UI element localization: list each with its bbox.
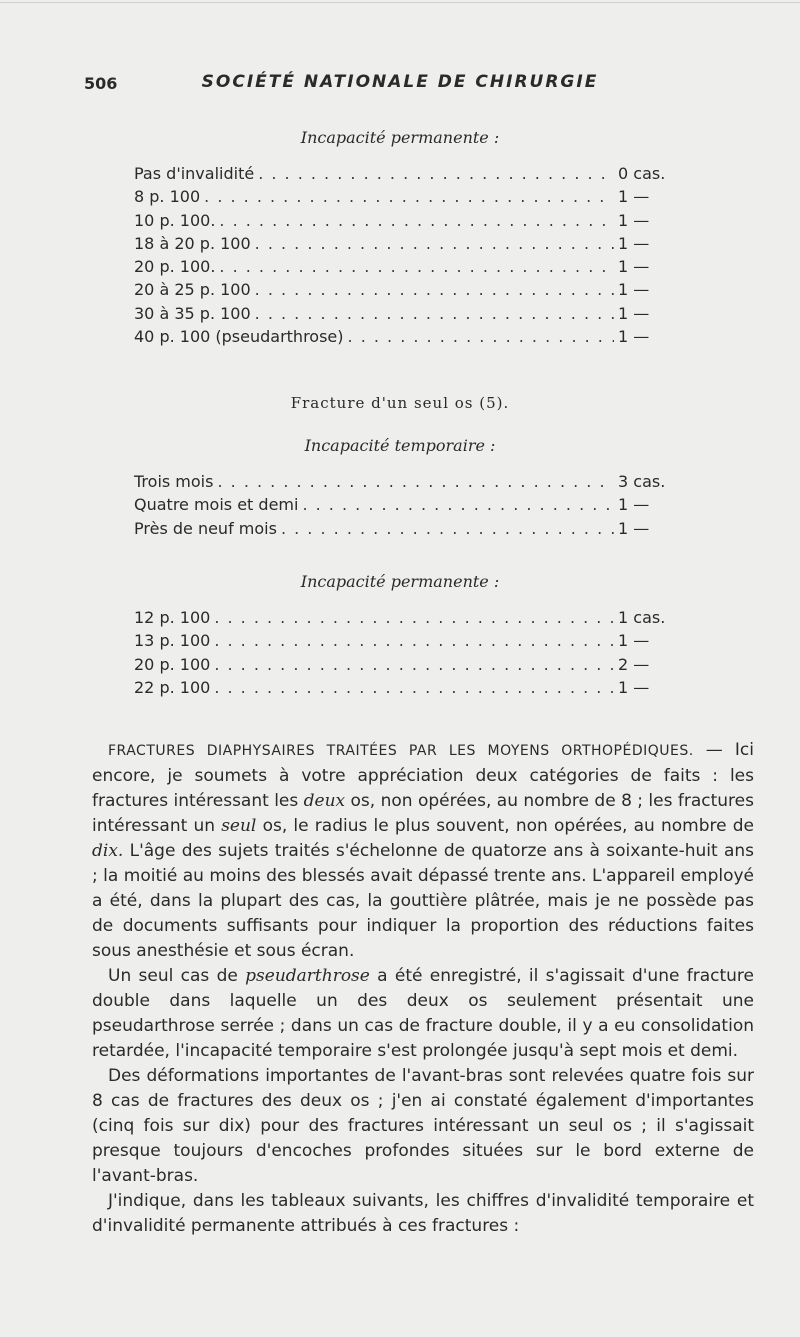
row-value: 1 — (618, 327, 650, 347)
leader-dots (215, 257, 614, 276)
row-value: 2 — (618, 654, 650, 674)
table-row (134, 608, 694, 631)
row-value: 1 — (618, 233, 650, 253)
page-edge-line (0, 2, 800, 3)
section2-subtitle: Incapacité temporaire : (304, 436, 496, 455)
row-label: 22 p. 100 (134, 677, 211, 697)
section2-heading: Fracture d'un seul os (5). (290, 394, 510, 412)
table-row (134, 631, 694, 654)
row-label: 20 p. 100. (134, 257, 216, 277)
row-value: 1 — (618, 210, 650, 230)
row-value: 3 cas. (618, 472, 666, 491)
leader-dots (251, 234, 614, 253)
table-row (134, 187, 694, 210)
text-run: os, non opérées, au nombre de 8 ; les fractures intéressant un (92, 791, 754, 836)
table-row (134, 257, 694, 280)
row-label: 30 à 35 p. 100 (134, 303, 251, 323)
section3-subtitle: Incapacité permanente : (300, 572, 500, 591)
table-row (134, 211, 694, 234)
table-row (134, 519, 694, 542)
table-row (134, 280, 694, 303)
row-value: 1 — (618, 631, 650, 651)
table-row (134, 304, 694, 327)
page-number: 506 (84, 74, 118, 93)
row-label: 20 à 25 p. 100 (134, 280, 251, 300)
leader-dots (251, 280, 614, 299)
table-row (134, 495, 694, 518)
text-run: Un seul cas de (108, 966, 246, 986)
text-run: os, le radius le plus souvent, non opérées, au nombre de (256, 816, 755, 836)
text-run: L'âge des sujets traités s'échelonne de quatorze ans à soixante-huit ans ; la moitié au moins des blessés avait dépassé trente ans. L'appareil employé a été, dans la plupart des cas, la gouttière plâtrée, mais je ne possède pas de documents suffisants pour indiquer la proportion des réductions faites sous anesthésie et sous écran. (92, 841, 754, 961)
leader-dots (200, 187, 614, 206)
leader-dots (215, 211, 614, 230)
running-title: SOCIÉTÉ NATIONALE DE CHIRURGIE (201, 72, 599, 92)
table-row (134, 655, 694, 678)
row-value: 1 — (618, 677, 650, 697)
row-value: 1 — (618, 280, 650, 300)
leader-dots (213, 472, 614, 491)
table-row (134, 234, 694, 257)
row-value: 1 cas. (618, 608, 666, 627)
leader-dots (210, 608, 614, 627)
leader-dots (210, 631, 614, 650)
paragraph (92, 964, 754, 1064)
table-row (134, 164, 694, 187)
leader-dots (254, 164, 614, 183)
row-label: 20 p. 100 (134, 654, 211, 674)
row-label: Trois mois (134, 472, 214, 491)
table-row (134, 472, 694, 495)
italic-run: seul (221, 816, 257, 836)
row-label: 8 p. 100 (134, 187, 201, 207)
row-label: 18 à 20 p. 100 (134, 233, 251, 253)
row-label: 10 p. 100. (134, 210, 216, 230)
row-label: 13 p. 100 (134, 631, 211, 651)
text-run: a été enregistré, il s'agissait d'une fracture double dans laquelle un des deux os seulement présentait une pseudarthrose serrée ; dans un cas de fracture double, il y a eu consolidation retardée, l'incapacité temporaire s'est prolongée jusqu'à sept mois et demi. (92, 966, 754, 1061)
row-label: 40 p. 100 (pseudarthrose) (134, 327, 344, 347)
table-permanent-both-bones (134, 164, 694, 350)
paragraph-heading: FRACTURES DIAPHYSAIRES TRAITÉES PAR LES MOYENS ORTHOPÉDIQUES. (108, 743, 694, 759)
leader-dots (277, 519, 614, 538)
italic-run: deux (303, 791, 346, 811)
paragraph: J'indique, dans les tableaux suivants, les chiffres d'invalidité temporaire et d'invalidité permanente attribués à ces fractures : (92, 1191, 754, 1236)
paragraph: Des déformations importantes de l'avant-bras sont relevées quatre fois sur 8 cas de fractures des deux os ; j'en ai constaté également d'importantes (cinq fois sur dix) pour des fractures intéressant un seul os ; il s'agissait presque toujours d'encoches profondes situées sur le bord externe de l'avant-bras. (92, 1066, 754, 1186)
leader-dots (210, 678, 614, 697)
leader-dots (298, 495, 614, 514)
table-temporary-single-bone (134, 472, 694, 542)
row-label: Près de neuf mois (134, 518, 277, 538)
italic-run: dix. (92, 841, 124, 861)
text-run: — Ici encore, je soumets à votre appréciation deux catégories de faits : les fractures intéressant les (92, 740, 754, 811)
row-label: Pas d'invalidité (134, 164, 255, 183)
italic-run: pseudarthrose (245, 966, 370, 986)
body-text (92, 738, 754, 1239)
section1-subtitle: Incapacité permanente : (300, 128, 500, 147)
row-value: 0 cas. (618, 164, 666, 183)
leader-dots (251, 304, 614, 323)
table-row (134, 678, 694, 701)
row-value: 1 — (618, 187, 650, 207)
leader-dots (344, 327, 614, 346)
row-label: 12 p. 100 (134, 608, 211, 627)
leader-dots (210, 655, 614, 674)
table-row (134, 327, 694, 350)
table-permanent-single-bone (134, 608, 694, 701)
row-value: 1 — (618, 495, 650, 515)
paragraph (92, 738, 754, 964)
row-label: Quatre mois et demi (134, 495, 299, 515)
row-value: 1 — (618, 518, 650, 538)
row-value: 1 — (618, 303, 650, 323)
row-value: 1 — (618, 257, 650, 277)
